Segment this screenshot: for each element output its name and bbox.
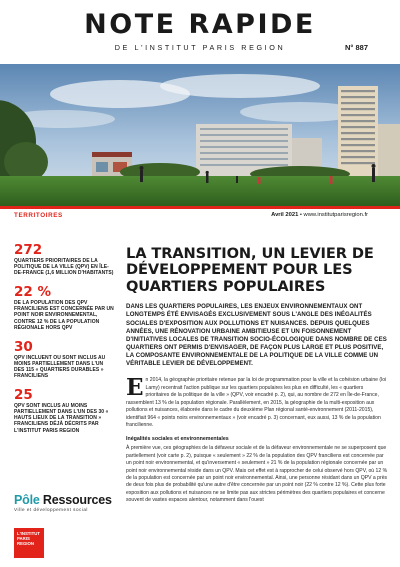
key-figure [14, 388, 114, 433]
masthead [0, 0, 400, 64]
publication-date: Avril 2021 [271, 212, 299, 218]
key-figure-text: QPV SONT INCLUS AU MOINS PARTIELLEMENT DANS L'UN DES 30 « HAUTS LIEUX DE LA TRANSITION » FRANCILIENS DÉJÀ DÉCRITS PAR L'INSTITUT PARIS REGION [14, 403, 109, 434]
logo-line: REGION [17, 541, 34, 547]
pole-ressources-name [14, 493, 124, 507]
institut-paris-region-logo [14, 528, 44, 558]
key-figures-sidebar [14, 243, 114, 443]
article-body-text: n 2014, la géographie prioritaire retenue par la loi de programmation pour la ville et la cohésion urbaine (loi Lamy) recentrait l'action publique sur les quartiers populaires les plus en difficulté, les « quartiers prioritaires de la politique de la ville » (QPV, voir encadré p. 2), qui, au nombre de 272 en Île-de-France, rassemblent 13 % de la population régionale. Parallèlement, en 2015, la géographie de la multi-exposition aux pollutions et nuisances, élaborée dans le cadre du deuxième Plan régional santé-environnement (2011-2015), identifiait 964 « points noirs environnementaux » (voir encadré p. 3) concernant, eux aussi, 13 % de la population francilienne. [126, 377, 387, 428]
key-figure-value: 22 % [14, 284, 52, 301]
publication-subtitle: DE L'INSTITUT PARIS REGION [114, 43, 286, 52]
key-figure-value: 25 [14, 387, 33, 404]
key-figure-text: QPV INCLUENT OU SONT INCLUS AU MOINS PARTIELLEMENT DANS L'UN DES 115 « QUARTIERS DURABLES » FRANCILIENS [14, 354, 106, 380]
section-rule [0, 206, 400, 209]
section-bar [0, 206, 400, 226]
logo-line: L'INSTITUT [17, 531, 40, 536]
publication-title: NOTE RAPIDE [84, 9, 316, 40]
logo-line: PARIS [17, 536, 30, 542]
pole-ressources-tagline: Ville et développement social [14, 507, 88, 512]
pole-name-part: Pôle [14, 493, 40, 507]
publication-date-line [271, 212, 368, 218]
issue-number: N° 887 [344, 43, 368, 52]
key-figure [14, 243, 114, 276]
drop-cap: E [126, 374, 144, 402]
key-figure-value: 30 [14, 338, 33, 355]
article-lede: DANS LES QUARTIERS POPULAIRES, LES ENJEUX ENVIRONNEMENTAUX ONT LONGTEMPS ÉTÉ ENVISAGÉS EXCLUSIVEMENT SOUS L'ANGLE DES INÉGALITÉS SOCIALES D'EXPOSITION AUX POLLUTIONS ET NUISANCES. DEPUIS QUELQUES ANNÉES, UNE RÉNOVATION URBAINE AMBITIEUSE ET UN FOISONNEMENT D'INITIATIVES LOCALES DE TRANSITION SOCIO-ÉCOLOGIQUE DANS NOMBRE DE CES QUARTIERS ONT PERMIS D'ENVISAGER, DE FAÇON PLUS LARGE ET PLUS POSITIVE, LA COMPOSANTE ENVIRONNEMENTALE DE LA POLITIQUE DE LA VILLE COMME UN VÉRITABLE LEVIER DE DÉVELOPPEMENT. [126, 303, 387, 368]
article-headline: LA TRANSITION, UN LEVIER DE DÉVELOPPEMENT POUR LES QUARTIERS POPULAIRES [126, 245, 374, 295]
key-figure-text: DE LA POPULATION DES QPV FRANCILIENS EST CONCERNÉE PAR UN POINT NOIR ENVIRONNEMENTAL, CONTRE 12 % DE LA POPULATION RÉGIONALE HORS QPV [14, 300, 114, 331]
hero-photo [0, 64, 400, 206]
key-figure [14, 285, 114, 330]
website-link[interactable]: • www.institutparisregion.fr [299, 212, 368, 218]
section-label: TERRITOIRES [14, 212, 63, 219]
article-body-paragraph [126, 374, 388, 429]
article-subheading: Inégalités sociales et environnementales [126, 436, 229, 443]
hero-photo-illustration [0, 64, 400, 206]
ressources-name-part: Ressources [39, 493, 112, 507]
pole-ressources-logo [14, 493, 124, 519]
key-figure-text: QUARTIERS PRIORITAIRES DE LA POLITIQUE DE LA VILLE (QPV) EN ÎLE-DE-FRANCE (1,6 MILLION D'HABITANTS) [14, 258, 114, 277]
article-body-paragraph-2: À première vue, ces géographies de la défaveur sociale et de la défaveur environnementale ne se superposent que partiellement (voir carte p. 2), puisque « seulement » 22 % de la population des QPV franciliens est concernée par un point noir environnemental, et qu'inversement « seulement » 21 % de la population régionale concernée par un point noir environnemental réside dans un QPV. Mais cet effet est à rapprocher de celui observé hors QPV, où 12 % de la population est concernée par un point noir environnemental. Ainsi, une personne résidant dans un QPV a près de deux fois plus de probabilité qu'une autre d'être concernée par un point noir (22 % contre 12 %). Cette plus forte exposition aux pollutions et nuisances ne se limite pas aux strictes périmètres des quartiers populaires et concerne souvent de vastes espaces alentour, notamment dans l'ouest [126, 445, 388, 504]
key-figure-value: 272 [14, 242, 43, 258]
key-figure [14, 340, 114, 379]
article [126, 246, 388, 505]
